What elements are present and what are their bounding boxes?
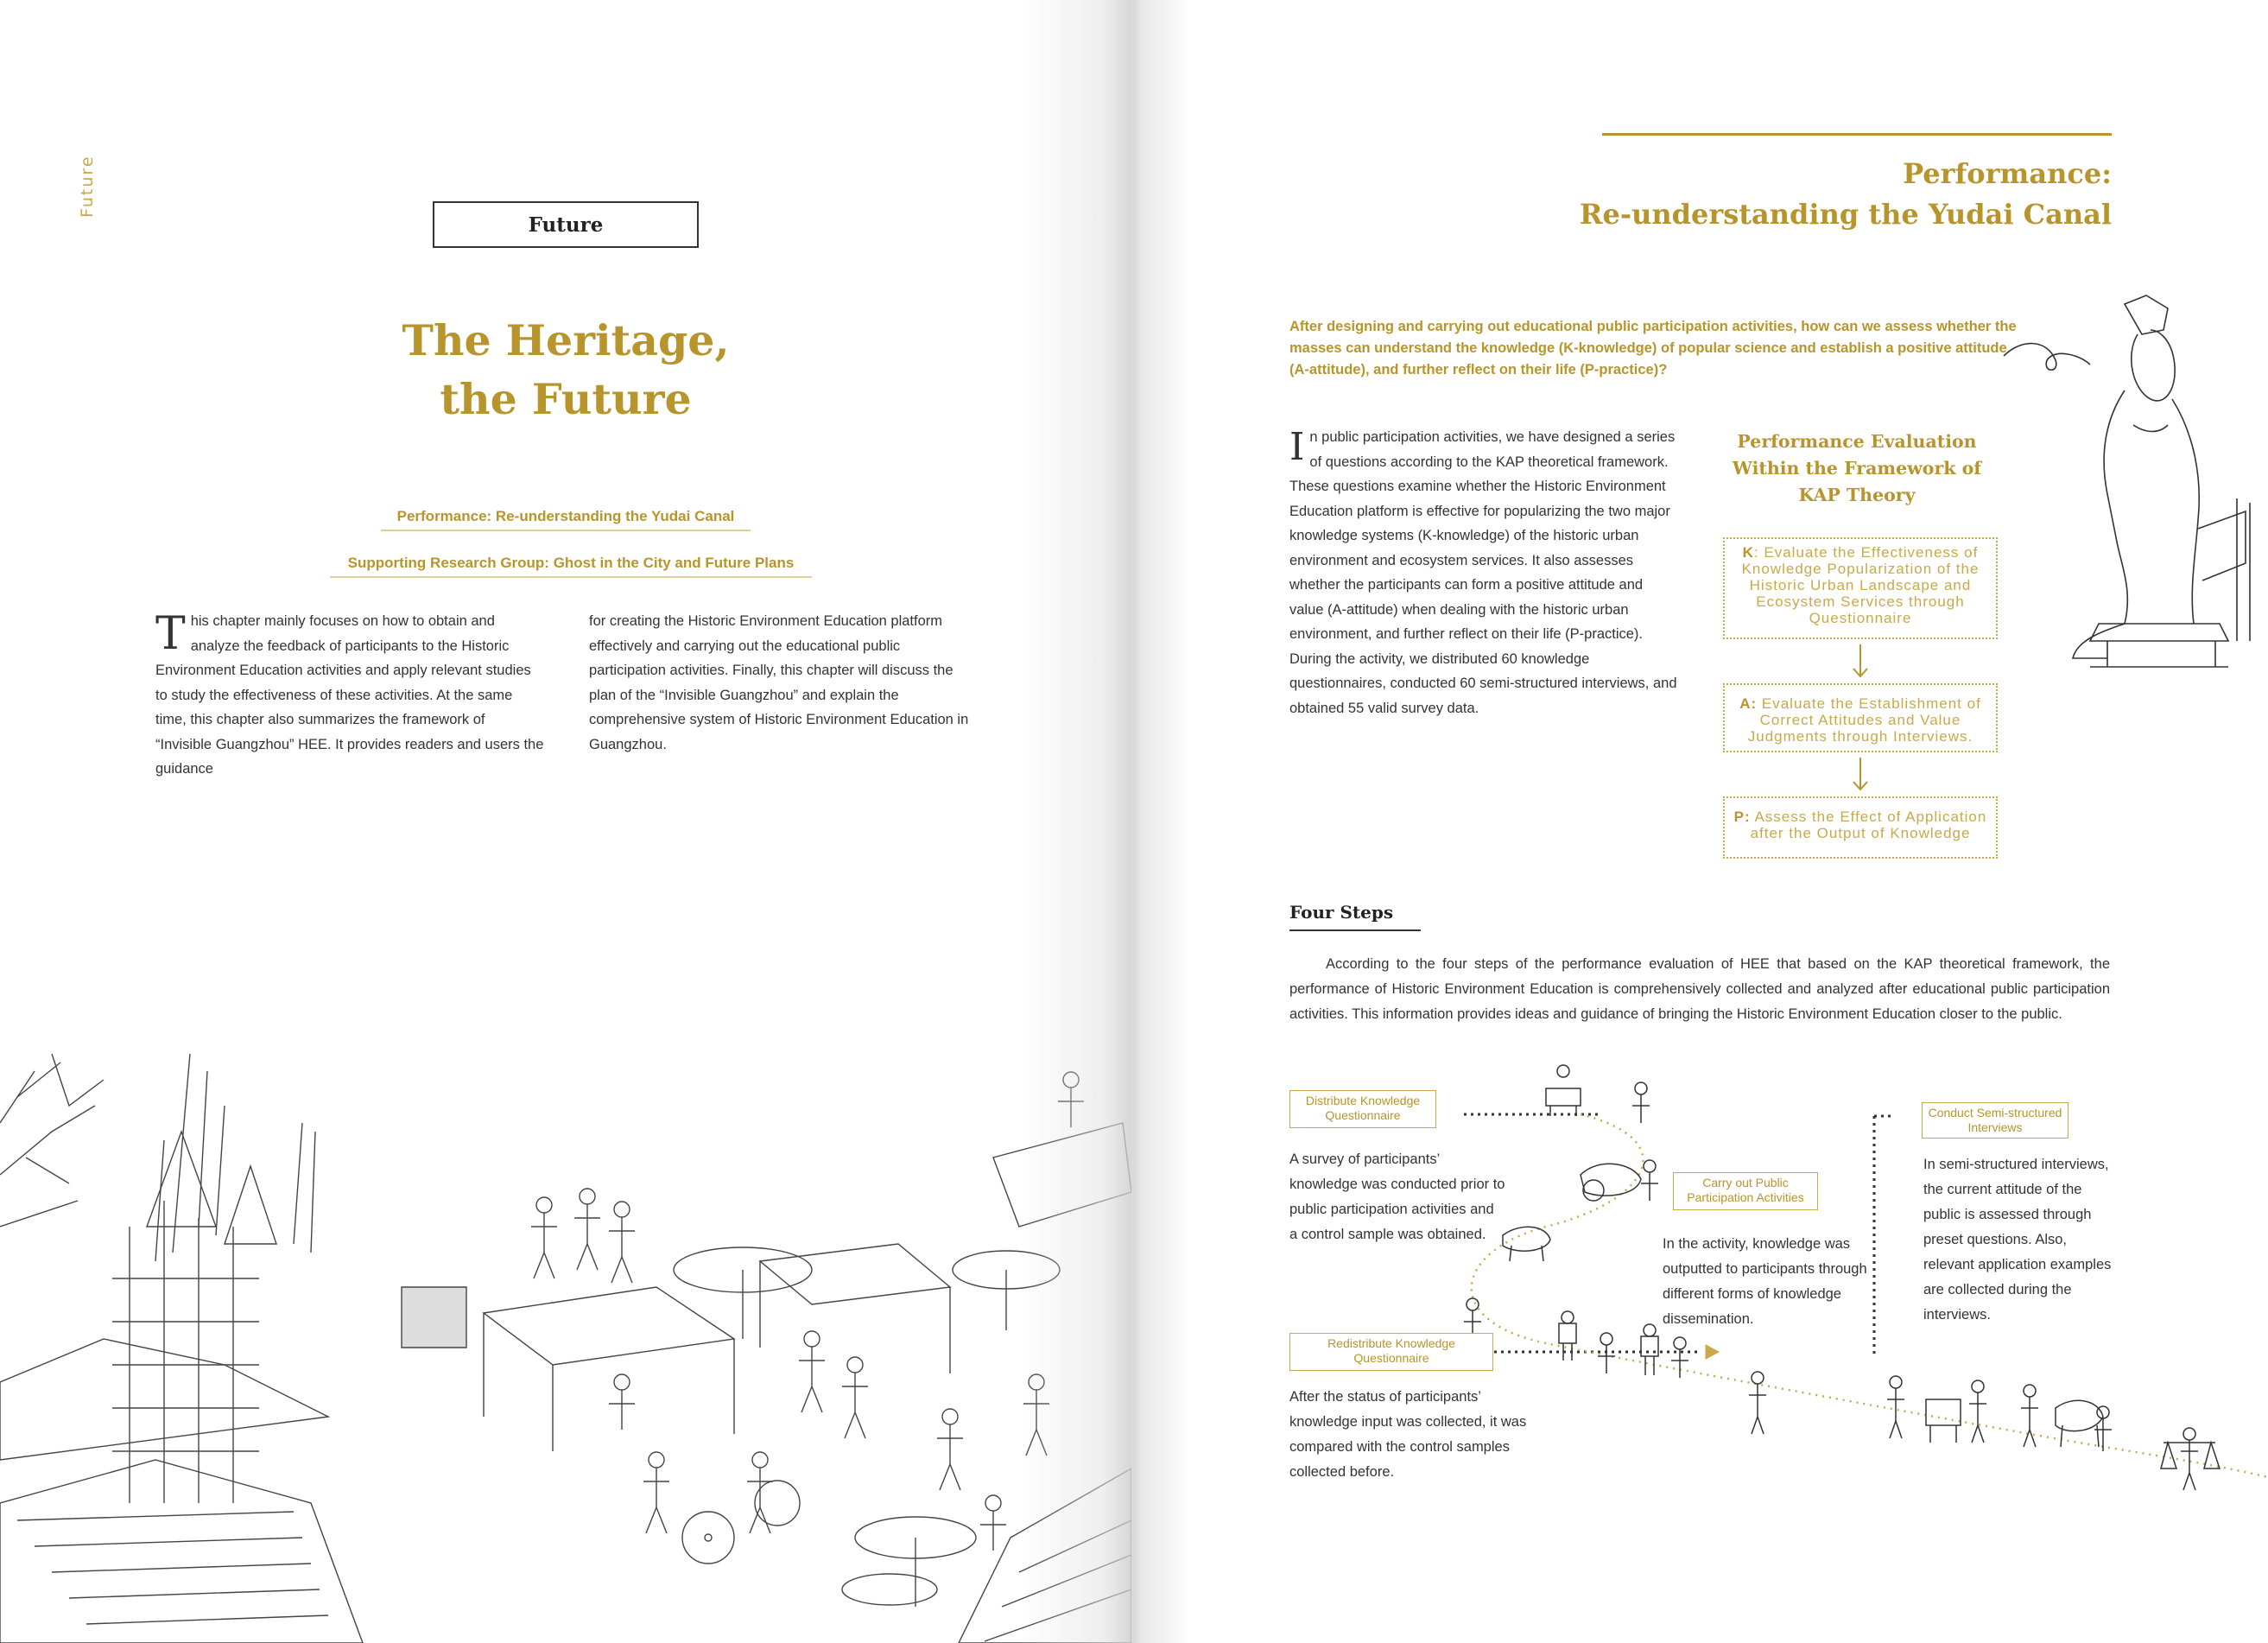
- four-steps-heading: Four Steps: [1289, 902, 1394, 923]
- title-rule: [1602, 133, 2112, 136]
- drop-cap: T: [155, 608, 186, 660]
- kap-framework-title: [1706, 428, 2008, 509]
- step-tag-carry-out-activities: Carry out Public Participation Activities: [1673, 1172, 1818, 1210]
- kap-title-line-2: Within the Framework of: [1732, 458, 1982, 479]
- four-steps-intro: According to the four steps of the performance evaluation of HEE that based on the KAP theoretical framework, the performance of Historic Environment Education is comprehensively collected and analyzed after educational public participation activities. This information provides ideas and guidance of bringing the Historic Environment Education closer to the public.: [1289, 956, 2110, 1022]
- chapter-title: [328, 311, 803, 428]
- kap-title-line-3: KAP Theory: [1798, 485, 1916, 505]
- kap-k-prefix: K: [1742, 544, 1754, 561]
- kap-title-line-1: Performance Evaluation: [1737, 431, 1977, 452]
- section-title-line-2: Re-understanding the Yudai Canal: [1579, 198, 2112, 231]
- kap-p-prefix: P:: [1733, 809, 1751, 825]
- step-desc-redistribute: After the status of participants’ knowledge input was collected, it was compared with the control samples collected before.: [1289, 1389, 1527, 1480]
- chapter-title-line-2: the Future: [440, 374, 692, 424]
- step-tag-redistribute-questionnaire: Redistribute Knowledge Questionnaire: [1289, 1333, 1493, 1371]
- book-gutter-shadow: [1019, 0, 1140, 1643]
- kap-body-paragraph: n public participation activities, we have designed a series of questions according to the KAP theoretical framework. These questions examine whether the Historic Environment Education platform is effective for popularizing the two major knowledge systems (K-knowledge) of the historic urban environment and ecosystem services. It also assesses whether the participants can form a positive attitude and value (A-attitude) when dealing with the historic urban environment, and further reflect on their life (P-practice). During the activity, we distributed 60 knowledge questionnaires, conducted 60 semi-structured interviews, and obtained 55 valid survey data.: [1289, 429, 1677, 716]
- kap-k-text: : Evaluate the Effectiveness of Knowledge Popularization of the Historic Urban Landscape and Ecosystem Services through Questionnaire: [1741, 544, 1980, 626]
- step-tag-conduct-interviews: Conduct Semi-structured Interviews: [1922, 1102, 2068, 1139]
- drop-cap: I: [1289, 425, 1305, 469]
- arrow-down-icon: [1852, 644, 1869, 679]
- intro-text-1: his chapter mainly focuses on how to obtain and analyze the feedback of participants to the Historic Environment Education activities and apply relevant studies to study the effectiveness of these activities. At the same time, this chapter also summarizes the framework of “Invisible Guangzhou” HEE. It provides readers and users the guidance: [155, 613, 544, 777]
- step-tag-distribute-questionnaire: Distribute Knowledge Questionnaire: [1289, 1090, 1436, 1128]
- running-head: Future: [78, 155, 97, 218]
- intro-column-2: for creating the Historic Environment Education platform effectively and carrying out the educational public participation activities. Finally, this chapter will discuss the plan of the “Invisible Guangzhou” and explain the comprehensive system of Historic Environment Education in Guangzhou.: [589, 613, 969, 752]
- intro-column-1: [155, 609, 544, 782]
- kap-a-text: Evaluate the Establishment of Correct Attitudes and Value Judgments through Interviews.: [1747, 695, 1981, 745]
- kap-box-practice: [1723, 796, 1998, 859]
- step-desc-distribute: A survey of participants’ knowledge was conducted prior to public participation activities and a control sample was obtained.: [1289, 1151, 1505, 1242]
- chapter-title-line-1: The Heritage,: [402, 315, 730, 365]
- intro-question: After designing and carrying out educational public participation activities, how can we assess whether the masses can understand the knowledge (K-knowledge) of popular science and establish a positive attitude (A-attitude), and further reflect on their life (P-practice)?: [1289, 319, 2017, 377]
- kap-body-text: [1289, 425, 1678, 720]
- kap-box-attitude: [1723, 683, 1998, 752]
- four-steps-rule: [1289, 929, 1421, 931]
- scholar-illustration: [1995, 278, 2254, 676]
- chapter-label: Future: [433, 201, 699, 248]
- subsection-link-research-group: Supporting Research Group: Ghost in the City and Future Plans: [330, 555, 812, 578]
- kap-p-text: Assess the Effect of Application after the Output of Knowledge: [1750, 809, 1987, 841]
- arrow-down-icon: [1852, 758, 1869, 792]
- kap-a-prefix: A:: [1739, 695, 1758, 712]
- left-page: [0, 0, 1131, 1643]
- kap-box-knowledge: [1723, 537, 1998, 639]
- section-title: [1537, 154, 2112, 235]
- step-desc-activities: In the activity, knowledge was outputted to participants through different forms of knowledge dissemination.: [1663, 1236, 1867, 1327]
- step-desc-interviews: In semi-structured interviews, the current attitude of the public is assessed through preset questions. Also, relevant application examples are collected during the interviews.: [1923, 1157, 2112, 1323]
- subsection-link-performance: Performance: Re-understanding the Yudai Canal: [381, 508, 751, 531]
- street-scene-illustration: [0, 1054, 1131, 1643]
- section-title-line-1: Performance:: [1903, 157, 2112, 190]
